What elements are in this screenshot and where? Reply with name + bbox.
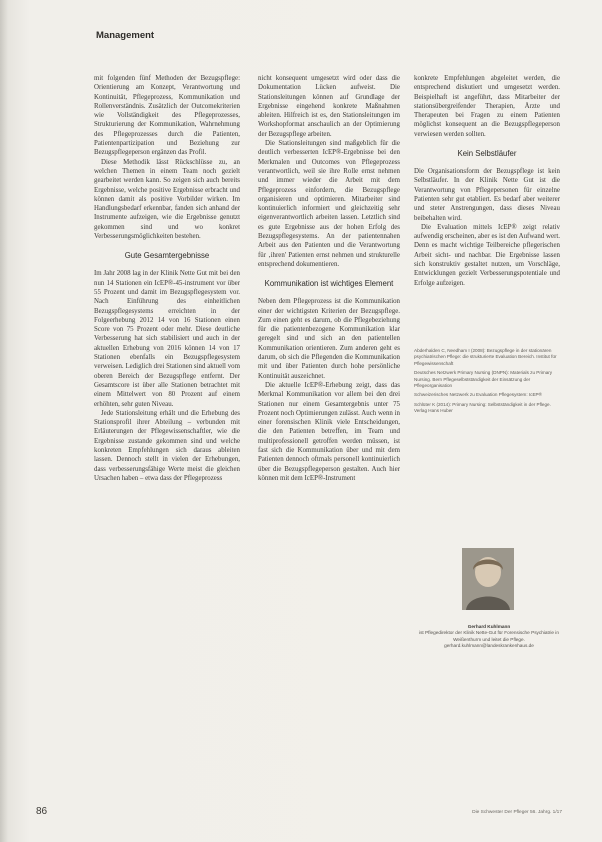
reference-item: Schlüter K (2014): Primary Nursing: Selbstständigkeit in der Pflege. Verlag Hans Huber (414, 401, 551, 414)
author-description: ist Pflegedirektor der Klinik Nette-Gut für Forensische Psychiatrie in Weißenthurm und leitet die Pflege. (419, 630, 559, 642)
text-column-3 (414, 74, 560, 344)
paragraph: Neben dem Pflegeprozess ist die Kommunikation einer der wichtigsten Kriterien der Bezugspflege. Zum einen geht es darum, ob die Pflegebeziehung für die patientenbezogene Kommunikation klar geregelt sind und sich an den patientellen Kommunikation orientieren. Zum anderen geht es darum, ob sich die Pflegenden die Kommunikation mit und über Patienten durch hohe persönliche Kontinuität auszeichnet. (258, 298, 400, 380)
subheading: Kein Selbstläufer (457, 149, 517, 159)
subheading: Gute Gesamtergebnisse (124, 251, 210, 261)
references-list (414, 348, 564, 418)
portrait-image (462, 548, 514, 610)
text-column-1 (94, 74, 240, 814)
reference-item: Deutsches Netzwerk Primary Nursing (DNPN): Materials zu Primary Nursing. Bern Pflegeselbstständigkeit der Einsätzung der Pflegeorganisation (414, 370, 553, 389)
author-bio (414, 624, 564, 650)
paragraph: Jede Stationsleitung erhält und die Erhebung des Stationsprofil ihrer Abteilung – verbunden mit Erläuterungen der Pflegewissenschaftler, wie die Ergebnisse zustande gekommen sind und welche konkreten Empfehlungen sich daraus ableiten lassen. Dennoch stellt in vielen der Erhebungen, dass verbesserungsfähige Werte meist die gleichen Ursachen haben – etwa dass der Pflegeprozess (94, 409, 240, 482)
subheading: Kommunikation ist wichtiges Element (264, 279, 394, 289)
author-contact: gerhard.kuhlmann@landeskrankenhaus.de (444, 643, 534, 649)
paragraph: Die Organisationsform der Bezugspflege ist kein Selbstläufer. In der Klinik Nette Gut ist die Verantwortung von Pflegepersonen für einzelne Patienten sehr gut etabliert. Es bedarf aber weiterer und steter Anstrengungen, dass dieses Niveau beibehalten wird. (414, 168, 560, 222)
author-name: Gerhard Kuhlmann (467, 624, 511, 629)
text-column-2 (258, 74, 400, 814)
paragraph: nicht konsequent umgesetzt wird oder dass die Dokumentation Lücken aufweist. Die Stationsleitungen können auf Grundlage der Ergebnisse eingehend konkrete Maßnahmen ableiten. Hilfreich ist es, den Stationsleitungen im Workshopformat anschaulich an der Optimierung der Bezugspflege arbeiten. (258, 75, 400, 138)
reference-item: Schweizerisches Netzwerk zu Evaluation Pflegesystem: IcEP® (414, 392, 542, 398)
journal-footer: Die Schwester Der Pfleger 56. Jahrg. 1/17 (472, 810, 562, 815)
author-photo (462, 548, 514, 610)
paragraph: Im Jahr 2008 lag in der Klinik Nette Gut mit bei den nun 14 Stationen ein IcEP®-45-instrument vor über 55 Prozent und damit im Bezugspflegesystem vor. Nach Einführung des einheitlichen Bezugspflegesystems erreichten in der Folgeerhebung 2012 14 von 16 Stationen einen Score von 75 Prozent oder mehr. Diese deutliche Verbesserung hat sich stabilisiert und auch in der aktuellen Erhebung von 2016 können 14 von 17 Stationen ebenfalls ein Bezugspflegesystem verweisen. Lediglich drei Stationen sind aktuell vom oberen Bereich der Bezugspflege entfernt. Der Gesamtscore ist über alle Stationen betrachtet mit einem Mittelwert von 80 Prozent auf einem erhöhten, sehr guten Niveau. (94, 270, 240, 408)
paragraph: konkrete Empfehlungen abgeleitet werden, die entsprechend diskutiert und umgesetzt werden. Beispielhaft ist angeführt, dass Mitarbeiter der stationsübergreifender Therapien, Ärzte und Therapeuten bei Fragen zu einem Patienten möglichst konsequent an die Bezugspflegeperson verwiesen werden sollten. (414, 75, 560, 138)
paragraph: Die Stationsleitungen sind maßgeblich für die deutlich verbesserten IcEP®-Ergebnisse bei den Merkmalen und Outcomes von Pflegeprozess verantwortlich, weil sie ihre Rolle ernst nehmen und immer wieder die Arbeit mit dem Pflegeprozess einfordern, die Bezugspflege organisieren und optimieren. Mitarbeiter sind kontinuierlich informiert und gleichzeitig sehr eigenverantwortlich arbeiten lassen. Letztlich sind es gute Ergebnisse aus der hohen Erfolg des Bezugspflegesystems. An der patientennahen Arbeit aus den Patienten und die Verantwortung für ‚ihren' Patienten ernst nehmen und strukturelle entsprechend dokumentieren. (258, 140, 400, 268)
paragraph: Die aktuelle IcEP®-Erhebung zeigt, dass das Merkmal Kommunikation vor allem bei den drei Stationen nur einem Gesamtergebnis unter 75 Prozent noch Optimierungen zulässt. Auch wenn in einer forensischen Klinik viele Entscheidungen, die den Patienten betreffen, im Team und multiprofessionell getroffen werden müssen, ist fast sich die Kommunikation über und mit dem Patienten dennoch oftmals personell kontinuierlich über die Bezugspflegeperson gestalten. Auch hier können mit dem IcEP®-Instrument (258, 381, 400, 482)
page-number: 86 (36, 806, 48, 817)
section-label: Management (96, 30, 155, 41)
paragraph: Die Evaluation mittels IcEP® zeigt relativ aufwendig erscheinen, aber es ist den Aufwand wert. Denn es macht wichtige Teilbereiche pflegerischen Arbeit sicht- und nachbar. Die Ergebnisse lassen sich konstruktiv gestaltet nutzen, um Vorschläge, Entwicklungen gezielt Verbesserungspotentiale und Erfolge aufzeigen. (414, 223, 560, 287)
reference-item: Abderhalden C, Needham I (2008): Bezugspflege in der stationären psychiatrischen Pflege: die strukturierte Evaluation Bereich. Institut für Pflegewissenschaft (414, 348, 557, 366)
paragraph: mit folgenden fünf Methoden der Bezugspflege: Orientierung am Konzept, Verantwortung und Kontinuität, Pflegeprozess, Kommunikation und Rollenverständnis. Zusätzlich der Outcomekriterien wie Vollständigkeit des Pflegeprozesses, Strukturierung der Kommunikation, Wahrnehmung des Pflegeprozesses durch die Patienten, Patientenpartizipation und Beziehung zur Bezugspflegeperson ergänzen das Profil. (94, 75, 240, 157)
paragraph: Diese Methodik lässt Rückschlüsse zu, an welchen Themen in einem Team noch gezielt gearbeitet werden kann. So zeigen sich auch bereits Ergebnisse, welche positive Ergebnisse erbracht und können damit als positive Vorbilder wirken. Im Handlungsbedarf erkennbar, fanden sich anhand der Instrumente aufzeigen, wie die Ergebnisse genutzt gekommen sind und wo konkret Verbesserungsmöglichkeiten bestehen. (94, 158, 240, 241)
